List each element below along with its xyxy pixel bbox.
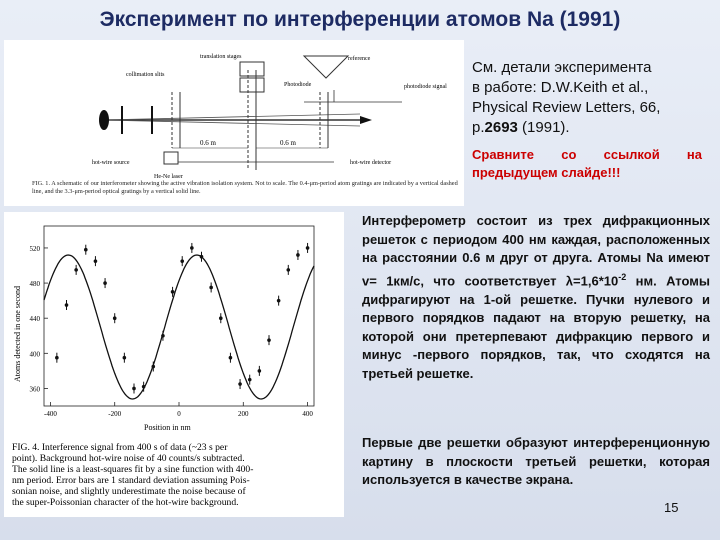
data-point [132,387,136,391]
data-point [94,259,98,263]
data-point [267,338,271,342]
figure4-caption-line: point). Background hot-wire noise of 40 counts/s subtracted. [12,453,245,464]
x-tick-label: 200 [238,410,249,418]
data-point [180,259,184,263]
page-prefix: p. [472,119,485,136]
plot-frame [44,226,314,406]
figure4-caption-line: sonian noise, and slightly underestimate the noise because of [12,486,246,497]
dist1-label: 0.6 m [200,139,216,147]
data-point [161,334,165,338]
figure4-caption-line: The solid line is a least-squares fit by a sine function with 400- [12,464,254,475]
fit-curve [44,255,314,399]
description-exponent: -2 [618,271,627,282]
y-tick-label: 360 [29,385,40,394]
data-point [209,286,213,290]
data-point [142,385,146,389]
y-axis-label: Atoms detected in one second [13,286,22,382]
dist2-label: 0.6 m [280,139,296,147]
data-point [286,268,290,272]
reference-line-2: в работе: D.W.Keith et al., [472,79,649,96]
description-paragraph-1 [362,212,710,384]
figure-schematic [4,40,464,206]
reference-line-3: Physical Review Letters, 66, [472,99,661,116]
y-tick-label: 480 [29,280,40,289]
schematic-diagram [4,40,464,206]
data-point [123,356,127,360]
data-point [200,255,204,259]
note-red: Сравните со ссылкой на предыдущем слайде!!! [472,147,702,180]
data-point [103,281,107,285]
data-point [277,299,281,303]
reference-block [472,58,700,138]
data-point [84,248,88,252]
data-point [74,268,78,272]
y-tick-label: 520 [29,244,40,253]
reference-line-1: См. детали эксперимента [472,59,652,76]
x-tick-label: -200 [108,410,122,418]
figure-interference [4,212,344,517]
photodiode-label: Photodiode [284,82,312,88]
ref-year: (1991). [517,119,570,136]
y-tick-label: 440 [29,315,40,324]
page-number-ref: 2693 [484,119,518,136]
x-tick-label: 0 [177,410,181,418]
data-point [55,356,59,360]
data-point [151,365,155,369]
photodiode-signal-label: photodiode signal [404,84,447,90]
data-point [65,303,69,307]
data-point [258,369,262,373]
data-point [238,382,242,386]
page-number: 15 [664,500,679,515]
figure4-caption-line: nm period. Error bars are 1 standard deviation assuming Pois- [12,475,250,486]
data-point [248,378,252,382]
figure4-caption-line: FIG. 4. Interference signal from 400 s of data (~23 s per [12,442,228,453]
data-point [229,356,233,360]
x-tick-label: -400 [44,410,57,418]
figure4-caption-line: the super-Poissonian character of the hot-wire background. [12,497,239,508]
data-point [171,290,175,294]
data-point [219,316,223,320]
reference-line-4 [472,118,700,138]
y-tick-label: 400 [29,350,40,359]
data-point [113,316,117,320]
figure1-caption: FIG. 1. A schematic of our interferometer showing the active vibration isolation system. Not to scale. The 0.4-μm-period atom gratings are indicated by a vertical dashed line, and the 3.3-μm-period optical gratings by a vertical solid line. [32,180,458,195]
data-point [190,246,194,250]
x-axis-label: Position in nm [144,423,191,432]
laser-label: He-Ne laser [154,174,183,180]
translation-label: translation stages [200,54,242,60]
collimation-label: collimation slits [126,72,165,78]
description-1b: нм. Атомы дифрагируют на 1-ой решетке. Пучки нулевого и первого порядков падают на вторую решетку, на которой они претерпевают дифракцию первого и минус -первого порядков, так, что сходятся на третьей решетке. [362,273,710,382]
data-point [296,253,300,257]
data-point [306,246,310,250]
hotwire-source-label: hot-wire source [92,160,130,166]
hotwire-detector-label: hot-wire detector [350,160,392,166]
description-1a: Интерферометр состоит из трех дифракционных решеток с периодом 400 нм каждая, расположенных на расстоянии 0.6 м друг от друга. Атомы Na имеют v= 1км/с, что соответствует λ=1,6*10 [362,213,710,289]
source-icon [99,110,109,130]
description-paragraph-2: Первые две решетки образуют интерференционную картину в плоскости третьей решетки, которая используется в качестве экрана. [362,435,710,488]
reference-label: reference [348,56,371,62]
interference-chart [4,212,344,517]
slide-title: Эксперимент по интерференции атомов Na (1991) [99,8,621,31]
x-tick-label: 400 [302,410,313,418]
